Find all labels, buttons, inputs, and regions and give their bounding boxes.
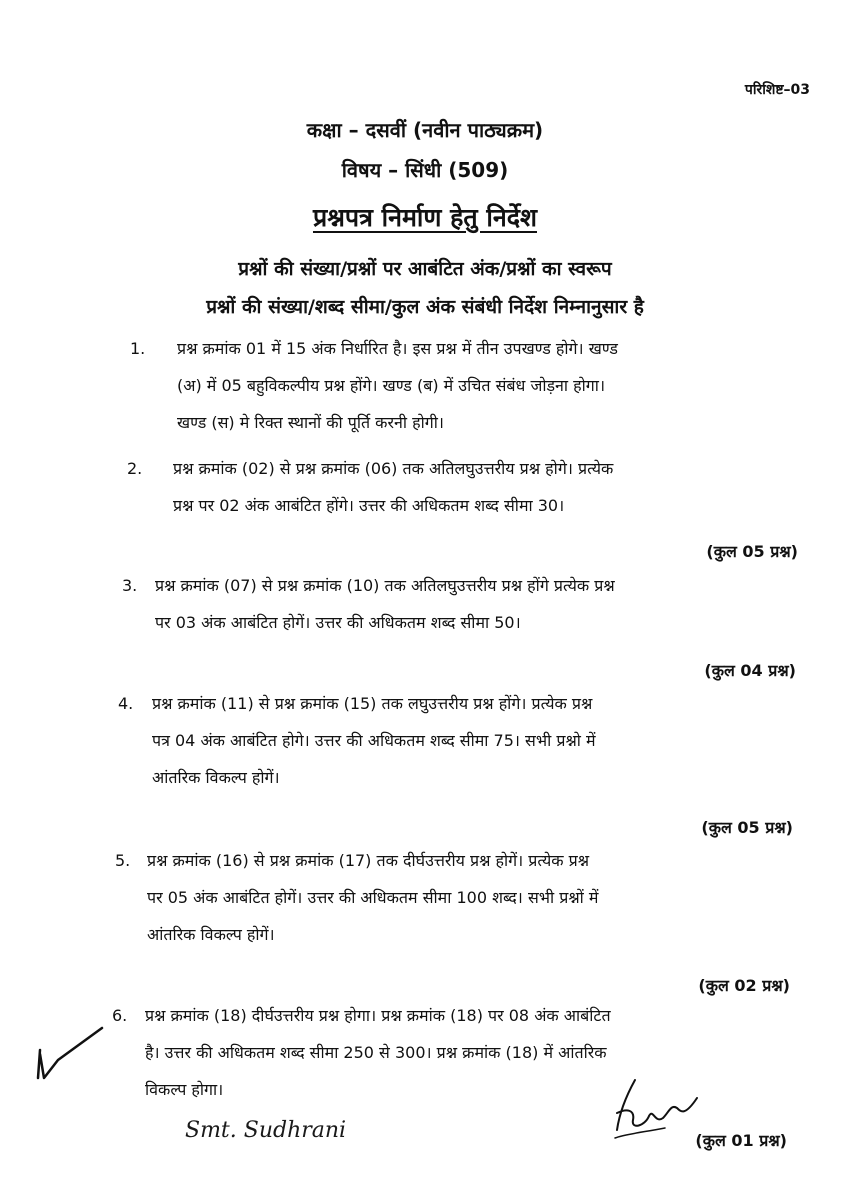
total-questions: (कुल 02 प्रश्न) (698, 976, 790, 995)
signature-left: Smt. Sudhrani (185, 1118, 347, 1143)
item-text (147, 842, 792, 953)
total-questions: (कुल 05 प्रश्न) (701, 818, 793, 837)
item-line: पत्र 04 अंक आबंटित होगे। उत्तर की अधिकतम शब्द सीमा 75। सभी प्रश्नो में (152, 731, 596, 750)
item-line: विकल्प होगा। (145, 1080, 224, 1099)
class-line: कक्षा – दसवीं (नवीन पाठ्यक्रम) (306, 118, 544, 142)
item-line: प्रश्न क्रमांक (18) दीर्घउत्तरीय प्रश्न होगा। प्रश्न क्रमांक (18) पर 08 अंक आबंटित (145, 1006, 611, 1025)
item-text (155, 567, 800, 641)
total-questions: (कुल 05 प्रश्न) (706, 542, 798, 561)
total-questions: (कुल 04 प्रश्न) (704, 661, 796, 680)
subject-line: विषय – सिंधी (509) (341, 158, 509, 182)
appendix-label: परिशिष्ट–03 (744, 82, 810, 98)
item-text (177, 330, 805, 441)
item-line: खण्ड (स) मे रिक्त स्थानों की पूर्ति करनी होगी। (177, 413, 444, 432)
item-line: प्रश्न क्रमांक (16) से प्रश्न क्रमांक (17) तक दीर्घउत्तरीय प्रश्न होगें। प्रत्येक प्रश्न (147, 851, 590, 870)
item-number: 6. (112, 1006, 128, 1025)
check-mark-icon (30, 1020, 110, 1090)
item-line: प्रश्न क्रमांक (11) से प्रश्न क्रमांक (15) तक लघुउत्तरीय प्रश्न होंगे। प्रत्येक प्रश्न (152, 694, 593, 713)
total-questions: (कुल 01 प्रश्न) (695, 1131, 787, 1150)
item-text (173, 450, 801, 524)
item-line: प्रश्न क्रमांक (02) से प्रश्न क्रमांक (06) तक अतिलघुउत्तरीय प्रश्न होगे। प्रत्येक (173, 459, 614, 478)
item-line: प्रश्न पर 02 अंक आबंटित होंगे। उत्तर की अधिकतम शब्द सीमा 30। (173, 496, 565, 515)
subtitle-2: प्रश्नों की संख्या/शब्द सीमा/कुल अंक संबंधी निर्देश निम्नानुसार है (206, 296, 644, 318)
item-line: प्रश्न क्रमांक 01 में 15 अंक निर्धारित है। इस प्रश्न में तीन उपखण्ड होगे। खण्ड (177, 339, 618, 358)
subtitle-1: प्रश्नों की संख्या/प्रश्नों पर आबंटित अंक/प्रश्नों का स्वरूप (238, 258, 612, 280)
item-text (152, 685, 797, 796)
item-line: पर 05 अंक आबंटित होगें। उत्तर की अधिकतम सीमा 100 शब्द। सभी प्रश्नों में (147, 888, 599, 907)
document-title: प्रश्नपत्र निर्माण हेतु निर्देश (312, 203, 537, 232)
item-line: है। उत्तर की अधिकतम शब्द सीमा 250 से 300। प्रश्न क्रमांक (18) में आंतरिक (145, 1043, 607, 1062)
signature-right (605, 1068, 715, 1148)
item-line: आंतरिक विकल्प होगें। (152, 768, 280, 787)
item-line: (अ) में 05 बहुविकल्पीय प्रश्न होंगे। खण्ड (ब) में उचित संबंध जोड़ना होगा। (177, 376, 606, 395)
item-line: आंतरिक विकल्प होगें। (147, 925, 275, 944)
item-line: प्रश्न क्रमांक (07) से प्रश्न क्रमांक (10) तक अतिलघुउत्तरीय प्रश्न होंगे प्रत्येक प्रश्न (155, 576, 615, 595)
item-number: 2. (127, 459, 143, 478)
item-number: 4. (118, 694, 134, 713)
item-line: पर 03 अंक आबंटित होगें। उत्तर की अधिकतम शब्द सीमा 50। (155, 613, 521, 632)
item-number: 1. (130, 339, 146, 358)
item-number: 3. (122, 576, 138, 595)
item-number: 5. (115, 851, 131, 870)
